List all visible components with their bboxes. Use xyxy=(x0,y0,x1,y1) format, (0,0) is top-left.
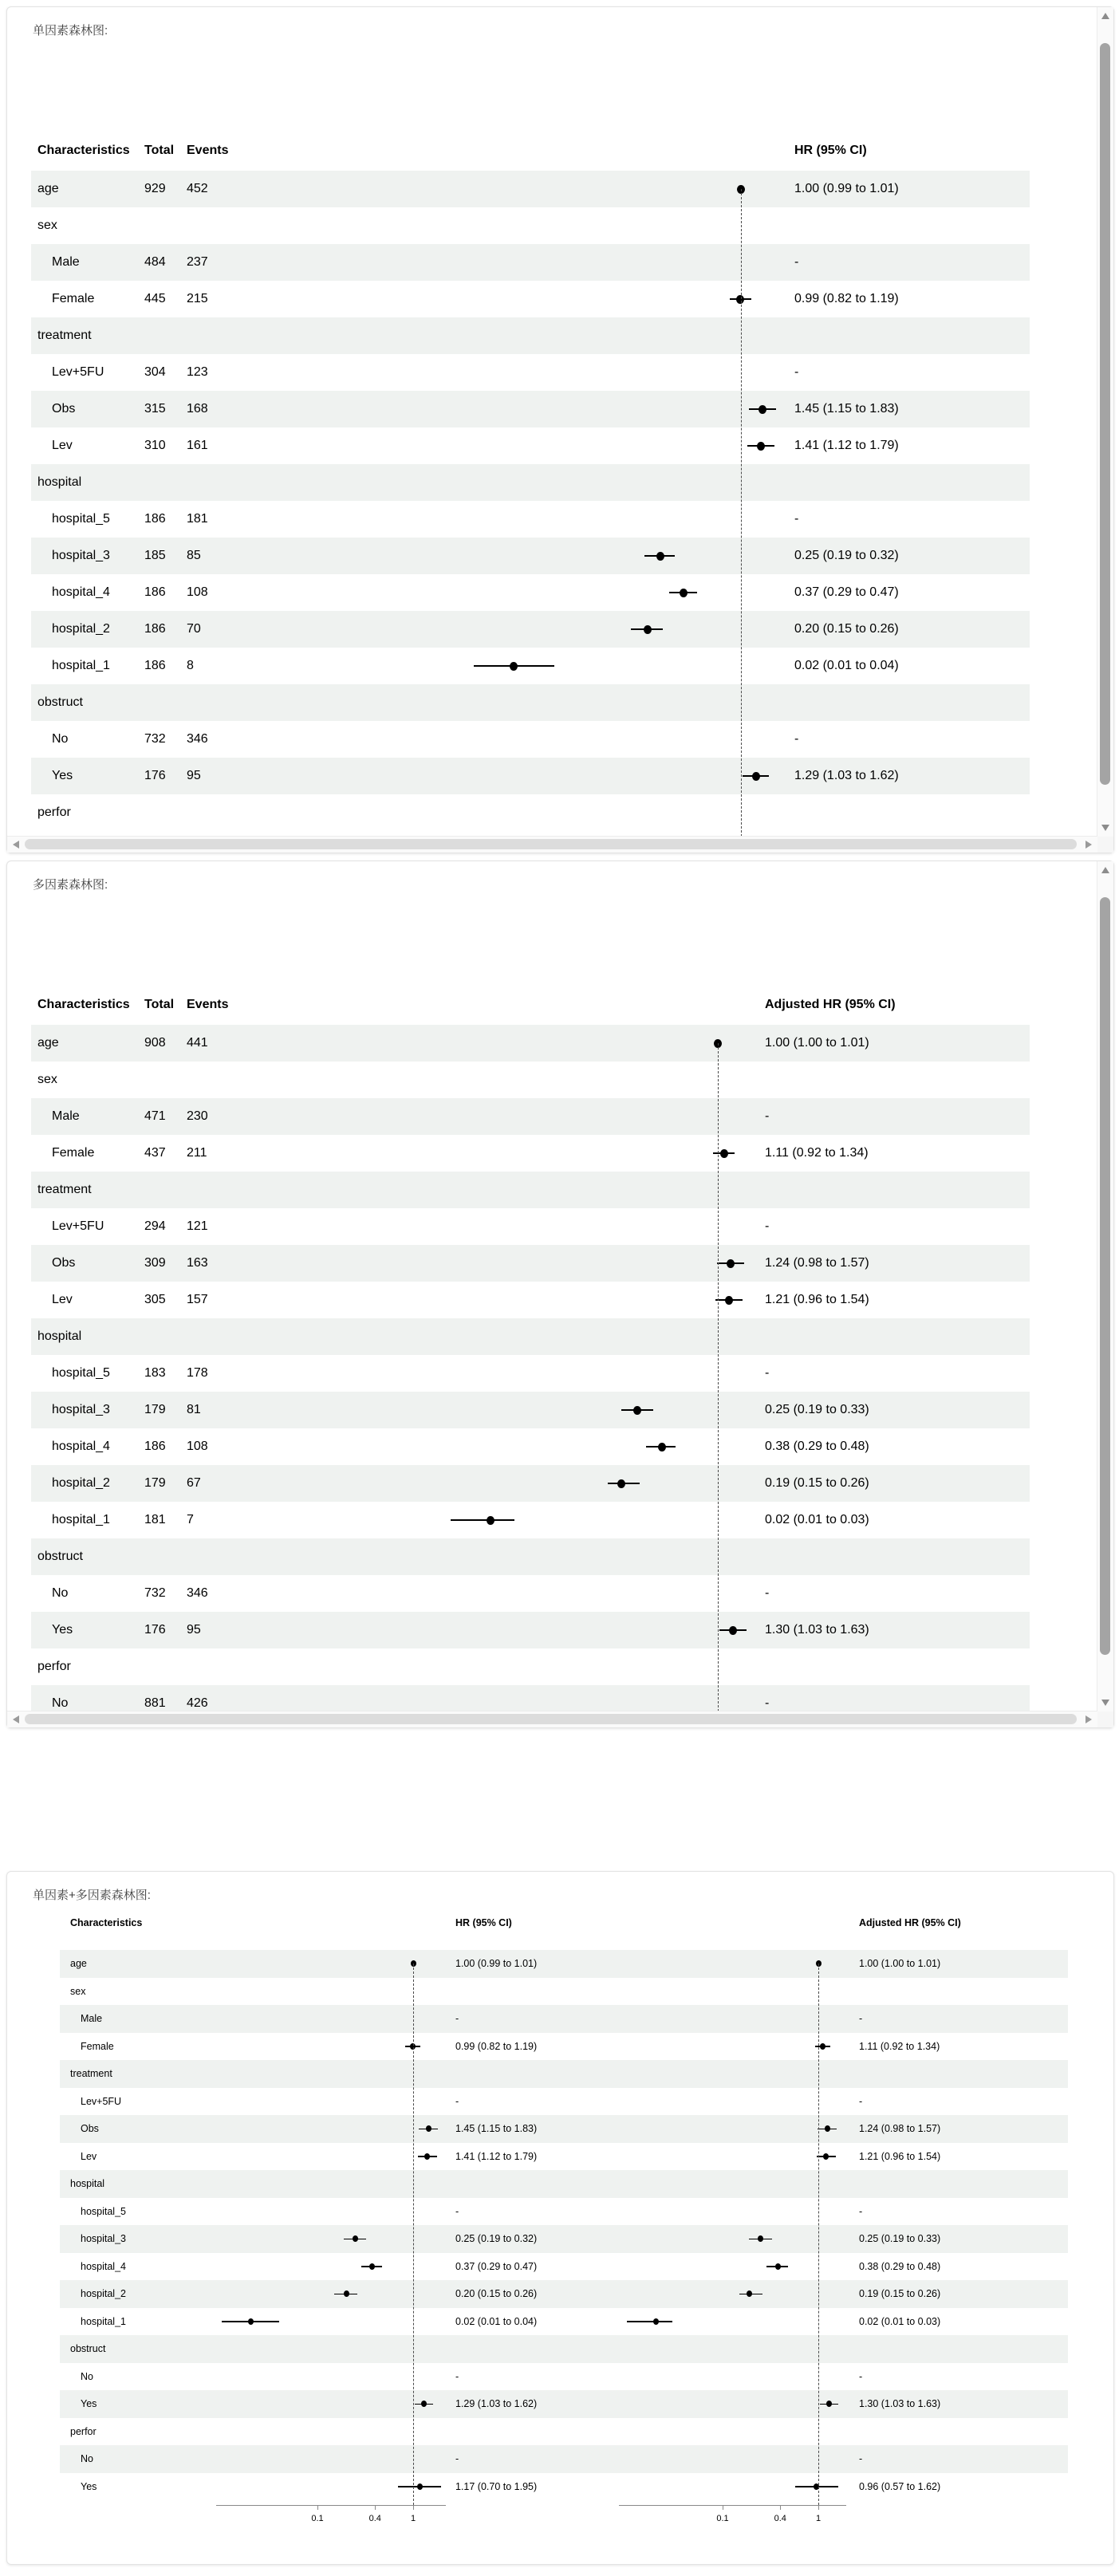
total-value: 183 xyxy=(144,1366,166,1380)
row-label: Male xyxy=(81,2013,103,2025)
total-value: 179 xyxy=(144,1403,166,1416)
multivariate-forest-plot xyxy=(7,861,1097,1711)
total-value: 176 xyxy=(144,769,166,782)
row-label: Obs xyxy=(52,402,76,416)
row-label: perfor xyxy=(70,2425,97,2437)
scroll-down-icon[interactable] xyxy=(1101,825,1109,831)
total-value: 309 xyxy=(144,1256,166,1270)
row-label: hospital_5 xyxy=(52,512,110,526)
row-label: hospital_3 xyxy=(81,2233,126,2245)
hr-ci-text: - xyxy=(765,1586,770,1600)
row-label: Obs xyxy=(81,2123,99,2135)
hr-ci-text: - xyxy=(794,732,799,746)
hr-ci-text: 0.37 (0.29 to 0.47) xyxy=(794,585,899,599)
hr-ci-text: - xyxy=(455,2370,459,2382)
axis-tick-label: 1 xyxy=(410,2514,416,2523)
row-label: hospital_3 xyxy=(52,549,110,562)
hr-ci-text: - xyxy=(765,1109,770,1123)
hr-ci-text: 1.21 (0.96 to 1.54) xyxy=(765,1293,869,1306)
row-stripe xyxy=(31,464,1030,501)
row-stripe xyxy=(31,1392,1030,1428)
combined-forest-plot xyxy=(7,1872,1113,2564)
scroll-left-icon[interactable] xyxy=(13,1715,19,1723)
hr-ci-text: - xyxy=(859,2095,863,2107)
hr-ci-text: 1.00 (1.00 to 1.01) xyxy=(765,1036,869,1050)
reference-line xyxy=(741,189,742,837)
hr-point-marker xyxy=(680,589,688,597)
hr-ci-text: - xyxy=(859,2453,863,2465)
hr-point-marker xyxy=(752,772,760,781)
row-label: Female xyxy=(52,292,95,305)
row-label: hospital_2 xyxy=(81,2288,126,2300)
row-label: hospital xyxy=(37,475,82,489)
row-label: treatment xyxy=(37,1183,92,1196)
row-label: age xyxy=(37,182,59,195)
total-value: 186 xyxy=(144,659,166,672)
row-label: Male xyxy=(52,1109,80,1123)
hr-ci-text: - xyxy=(794,255,799,269)
horizontal-scrollbar[interactable] xyxy=(7,836,1097,853)
hr-ci-text: 0.20 (0.15 to 0.26) xyxy=(455,2288,538,2300)
events-value: 95 xyxy=(187,1623,201,1637)
hr-point-marker xyxy=(725,1296,733,1305)
axis-tick-label: 1 xyxy=(815,2514,822,2523)
hr-point-marker xyxy=(658,1443,666,1451)
hr-ci-text: - xyxy=(455,2013,459,2025)
row-label: hospital_2 xyxy=(52,1476,110,1490)
hr-point-marker xyxy=(344,2290,349,2297)
hr-ci-text: 1.17 (0.70 to 1.95) xyxy=(455,2480,538,2492)
column-header: Events xyxy=(187,998,229,1011)
multivariate-forest-viewport xyxy=(7,861,1097,1711)
column-header: Characteristics xyxy=(70,1917,143,1928)
hr-ci-text: 0.38 (0.29 to 0.48) xyxy=(765,1440,869,1453)
hr-ci-text: 1.11 (0.92 to 1.34) xyxy=(765,1146,869,1160)
axis-tick xyxy=(375,2505,376,2510)
row-stripe xyxy=(31,1685,1030,1711)
row-stripe xyxy=(60,2060,1068,2088)
events-value: 85 xyxy=(187,549,201,562)
row-stripe xyxy=(31,1172,1030,1208)
reference-line xyxy=(413,1964,414,2505)
events-value: 108 xyxy=(187,585,208,599)
univariate-forest-viewport xyxy=(7,7,1097,837)
total-value: 186 xyxy=(144,512,166,526)
events-value: 426 xyxy=(187,1696,208,1710)
row-label: No xyxy=(52,1586,69,1600)
hr-ci-text: 1.00 (1.00 to 1.01) xyxy=(859,1958,941,1970)
total-value: 186 xyxy=(144,622,166,636)
hr-ci-text: 1.29 (1.03 to 1.62) xyxy=(794,769,899,782)
row-label: Lev xyxy=(52,1293,73,1306)
hr-ci-text: 0.99 (0.82 to 1.19) xyxy=(455,2040,538,2052)
column-header: HR (95% CI) xyxy=(794,144,867,157)
row-stripe xyxy=(60,2445,1068,2473)
row-stripe xyxy=(31,1245,1030,1282)
hr-ci-text: 0.19 (0.15 to 0.26) xyxy=(765,1476,869,1490)
hr-ci-text: 0.02 (0.01 to 0.03) xyxy=(765,1513,869,1526)
row-label: hospital xyxy=(37,1329,82,1343)
row-label: No xyxy=(81,2453,93,2465)
scroll-right-icon[interactable] xyxy=(1086,1715,1092,1723)
multivariate-forest-card xyxy=(6,861,1114,1728)
hr-ci-text: 0.25 (0.19 to 0.33) xyxy=(859,2233,941,2245)
hr-ci-text: 1.41 (1.12 to 1.79) xyxy=(455,2150,538,2162)
hr-point-marker xyxy=(820,2043,825,2050)
events-value: 441 xyxy=(187,1036,208,1050)
row-label: obstruct xyxy=(70,2343,106,2355)
hr-point-marker xyxy=(727,1259,735,1268)
row-label: hospital_1 xyxy=(52,1513,110,1526)
events-value: 81 xyxy=(187,1403,201,1416)
combined-forest-card xyxy=(6,1871,1114,2565)
combined-forest-viewport xyxy=(7,1872,1113,2564)
reference-line xyxy=(818,1964,819,2505)
row-label: hospital_4 xyxy=(52,1440,110,1453)
row-stripe xyxy=(60,2005,1068,2033)
hr-point-marker xyxy=(653,2318,659,2325)
scroll-right-icon[interactable] xyxy=(1086,841,1092,849)
univariate-forest-card xyxy=(6,6,1114,853)
hr-ci-text: - xyxy=(455,2453,459,2465)
hr-ci-text: 0.25 (0.19 to 0.32) xyxy=(455,2233,538,2245)
events-value: 121 xyxy=(187,1219,208,1233)
hr-ci-text: 1.00 (0.99 to 1.01) xyxy=(794,182,899,195)
row-label: Yes xyxy=(52,769,73,782)
row-label: age xyxy=(37,1036,59,1050)
row-label: Yes xyxy=(81,2480,97,2492)
events-value: 211 xyxy=(187,1146,207,1160)
row-label: Lev+5FU xyxy=(81,2095,122,2107)
hr-ci-text: - xyxy=(455,2095,459,2107)
hr-point-marker xyxy=(369,2263,375,2270)
row-stripe xyxy=(31,1318,1030,1355)
hr-ci-text: 1.24 (0.98 to 1.57) xyxy=(765,1256,869,1270)
hr-ci-text: 0.38 (0.29 to 0.48) xyxy=(859,2260,941,2272)
total-value: 185 xyxy=(144,549,166,562)
scroll-down-icon[interactable] xyxy=(1101,1700,1109,1706)
row-label: perfor xyxy=(37,805,71,819)
horizontal-scrollbar[interactable] xyxy=(7,1711,1097,1727)
hr-ci-text: 0.19 (0.15 to 0.26) xyxy=(859,2288,941,2300)
events-value: 346 xyxy=(187,1586,208,1600)
row-label: hospital_2 xyxy=(52,622,110,636)
events-value: 346 xyxy=(187,732,208,746)
events-value: 163 xyxy=(187,1256,208,1270)
row-label: Lev xyxy=(52,439,73,452)
total-value: 181 xyxy=(144,1513,166,1526)
column-header: Adjusted HR (95% CI) xyxy=(765,998,896,1011)
column-header: Events xyxy=(187,144,229,157)
events-value: 7 xyxy=(187,1513,194,1526)
events-value: 168 xyxy=(187,402,208,416)
axis-line xyxy=(619,2505,846,2506)
axis-tick xyxy=(818,2505,819,2510)
hr-point-marker xyxy=(421,2401,427,2407)
row-label: Lev xyxy=(81,2150,97,2162)
hr-ci-text: - xyxy=(455,2205,459,2217)
hr-ci-text: 1.45 (1.15 to 1.83) xyxy=(455,2123,538,2135)
row-stripe xyxy=(31,317,1030,354)
row-stripe xyxy=(60,2170,1068,2198)
hr-ci-text: - xyxy=(765,1366,770,1380)
reference-line xyxy=(718,1043,719,1711)
total-value: 176 xyxy=(144,1623,166,1637)
column-header: Characteristics xyxy=(37,998,130,1011)
axis-tick xyxy=(317,2505,318,2510)
events-value: 8 xyxy=(187,659,194,672)
section-title-multivariate: 多因素森林图: xyxy=(33,878,108,892)
hr-ci-text: 1.41 (1.12 to 1.79) xyxy=(794,439,899,452)
row-label: No xyxy=(81,2370,93,2382)
total-value: 186 xyxy=(144,1440,166,1453)
row-label: hospital_5 xyxy=(81,2205,126,2217)
row-label: hospital_5 xyxy=(52,1366,110,1380)
hr-point-marker xyxy=(633,1406,641,1415)
row-label: hospital_3 xyxy=(52,1403,110,1416)
events-value: 161 xyxy=(187,439,208,452)
events-value: 178 xyxy=(187,1366,208,1380)
total-value: 484 xyxy=(144,255,166,269)
column-header: Total xyxy=(144,998,175,1011)
hr-ci-text: 1.29 (1.03 to 1.62) xyxy=(455,2398,538,2410)
scrollbar-corner xyxy=(1097,837,1113,853)
axis-tick-label: 0.4 xyxy=(368,2514,381,2523)
hr-point-marker xyxy=(758,405,766,414)
events-value: 123 xyxy=(187,365,208,379)
row-label: No xyxy=(52,1696,69,1710)
row-label: treatment xyxy=(37,329,92,342)
vertical-scrollbar[interactable] xyxy=(1097,7,1113,837)
hr-ci-text: 0.37 (0.29 to 0.47) xyxy=(455,2260,538,2272)
hr-ci-text: - xyxy=(794,512,799,526)
axis-line xyxy=(216,2505,446,2506)
total-value: 304 xyxy=(144,365,166,379)
row-label: sex xyxy=(37,219,57,232)
vertical-scroll-thumb[interactable] xyxy=(1100,43,1110,785)
row-label: hospital_1 xyxy=(52,659,110,672)
events-value: 215 xyxy=(187,292,208,305)
axis-tick-label: 0.4 xyxy=(774,2514,786,2523)
hr-point-marker xyxy=(720,1149,728,1158)
total-value: 179 xyxy=(144,1476,166,1490)
events-value: 237 xyxy=(187,255,208,269)
hr-point-marker xyxy=(757,442,765,451)
row-stripe xyxy=(31,244,1030,281)
hr-ci-text: 0.02 (0.01 to 0.03) xyxy=(859,2315,941,2327)
hr-ci-text: 1.21 (0.96 to 1.54) xyxy=(859,2150,941,2162)
hr-point-marker xyxy=(729,1626,737,1635)
events-value: 95 xyxy=(187,769,201,782)
row-label: Male xyxy=(52,255,80,269)
total-value: 929 xyxy=(144,182,166,195)
hr-ci-text: 1.00 (0.99 to 1.01) xyxy=(455,1958,538,1970)
univariate-forest-plot xyxy=(7,7,1097,837)
axis-tick-label: 0.1 xyxy=(311,2514,324,2523)
hr-ci-text: - xyxy=(859,2370,863,2382)
horizontal-scroll-thumb[interactable] xyxy=(25,839,1077,849)
row-stripe xyxy=(31,1538,1030,1575)
hr-ci-text: 1.30 (1.03 to 1.63) xyxy=(765,1623,869,1637)
hr-ci-text: 1.45 (1.15 to 1.83) xyxy=(794,402,899,416)
row-label: Yes xyxy=(52,1623,73,1637)
row-stripe xyxy=(31,684,1030,721)
hr-ci-text: 1.11 (0.92 to 1.34) xyxy=(859,2040,940,2052)
events-value: 108 xyxy=(187,1440,208,1453)
hr-point-marker xyxy=(417,2483,423,2490)
events-value: 452 xyxy=(187,182,208,195)
total-value: 437 xyxy=(144,1146,166,1160)
hr-point-marker xyxy=(248,2318,254,2325)
hr-ci-text: - xyxy=(859,2013,863,2025)
row-label: No xyxy=(52,732,69,746)
row-label: Yes xyxy=(81,2398,97,2410)
row-stripe xyxy=(31,1612,1030,1648)
hr-point-marker xyxy=(775,2263,781,2270)
row-label: sex xyxy=(37,1073,57,1086)
total-value: 310 xyxy=(144,439,166,452)
axis-tick xyxy=(413,2505,414,2510)
hr-point-marker xyxy=(656,552,664,561)
axis-tick xyxy=(780,2505,781,2510)
hr-ci-text: 0.96 (0.57 to 1.62) xyxy=(859,2480,941,2492)
row-label: obstruct xyxy=(37,695,83,709)
total-value: 908 xyxy=(144,1036,166,1050)
column-header: Adjusted HR (95% CI) xyxy=(859,1917,961,1928)
row-label: treatment xyxy=(70,2068,112,2080)
scroll-left-icon[interactable] xyxy=(13,841,19,849)
events-value: 181 xyxy=(187,512,208,526)
hr-ci-text: - xyxy=(765,1219,770,1233)
hr-ci-text: - xyxy=(765,1696,770,1710)
section-title-combined: 单因素+多因素森林图: xyxy=(33,1889,151,1902)
row-stripe xyxy=(31,1465,1030,1502)
row-label: hospital xyxy=(70,2178,105,2190)
hr-point-marker xyxy=(825,2125,830,2132)
hr-ci-text: 0.20 (0.15 to 0.26) xyxy=(794,622,899,636)
row-stripe xyxy=(60,2335,1068,2363)
column-header: Characteristics xyxy=(37,144,130,157)
row-stripe xyxy=(31,1098,1030,1135)
total-value: 294 xyxy=(144,1219,166,1233)
row-label: Female xyxy=(81,2040,114,2052)
vertical-scroll-thumb[interactable] xyxy=(1100,897,1110,1655)
section-title-univariate: 单因素森林图: xyxy=(33,24,108,37)
total-value: 315 xyxy=(144,402,166,416)
row-label: hospital_1 xyxy=(81,2315,126,2327)
hr-point-marker xyxy=(823,2153,829,2160)
total-value: 881 xyxy=(144,1696,166,1710)
hr-ci-text: 0.99 (0.82 to 1.19) xyxy=(794,292,899,305)
events-value: 70 xyxy=(187,622,201,636)
horizontal-scroll-thumb[interactable] xyxy=(25,1714,1077,1724)
total-value: 305 xyxy=(144,1293,166,1306)
total-value: 186 xyxy=(144,585,166,599)
row-label: Lev+5FU xyxy=(52,365,104,379)
row-label: obstruct xyxy=(37,1550,83,1563)
total-value: 445 xyxy=(144,292,166,305)
scrollbar-corner xyxy=(1097,1711,1113,1727)
total-value: 471 xyxy=(144,1109,166,1123)
row-label: hospital_4 xyxy=(81,2260,126,2272)
column-header: HR (95% CI) xyxy=(455,1917,512,1928)
hr-ci-text: 1.30 (1.03 to 1.63) xyxy=(859,2398,941,2410)
hr-ci-text: - xyxy=(794,365,799,379)
hr-point-marker xyxy=(424,2153,430,2160)
hr-point-marker xyxy=(644,625,652,634)
events-value: 157 xyxy=(187,1293,208,1306)
hr-point-marker xyxy=(487,1516,494,1525)
total-value: 732 xyxy=(144,1586,166,1600)
events-value: 67 xyxy=(187,1476,201,1490)
column-header: Total xyxy=(144,144,175,157)
ci-whisker xyxy=(451,1519,514,1521)
vertical-scrollbar[interactable] xyxy=(1097,861,1113,1711)
hr-ci-text: 0.25 (0.19 to 0.33) xyxy=(765,1403,869,1416)
row-label: Female xyxy=(52,1146,95,1160)
scroll-up-icon[interactable] xyxy=(1101,867,1109,873)
hr-ci-text: 0.02 (0.01 to 0.04) xyxy=(455,2315,538,2327)
row-label: age xyxy=(70,1958,87,1970)
hr-ci-text: 1.24 (0.98 to 1.57) xyxy=(859,2123,941,2135)
total-value: 732 xyxy=(144,732,166,746)
hr-point-marker xyxy=(617,1479,625,1488)
row-label: sex xyxy=(70,1985,86,1997)
hr-ci-text: 0.25 (0.19 to 0.32) xyxy=(794,549,899,562)
row-stripe xyxy=(31,1025,1030,1062)
row-label: Obs xyxy=(52,1256,76,1270)
axis-tick-label: 0.1 xyxy=(716,2514,729,2523)
row-label: hospital_4 xyxy=(52,585,110,599)
hr-point-marker xyxy=(510,662,518,671)
row-label: Lev+5FU xyxy=(52,1219,104,1233)
hr-ci-text: 0.02 (0.01 to 0.04) xyxy=(794,659,899,672)
row-label: perfor xyxy=(37,1660,71,1673)
scroll-up-icon[interactable] xyxy=(1101,13,1109,19)
ci-whisker xyxy=(627,2321,672,2322)
events-value: 230 xyxy=(187,1109,208,1123)
hr-ci-text: - xyxy=(859,2205,863,2217)
